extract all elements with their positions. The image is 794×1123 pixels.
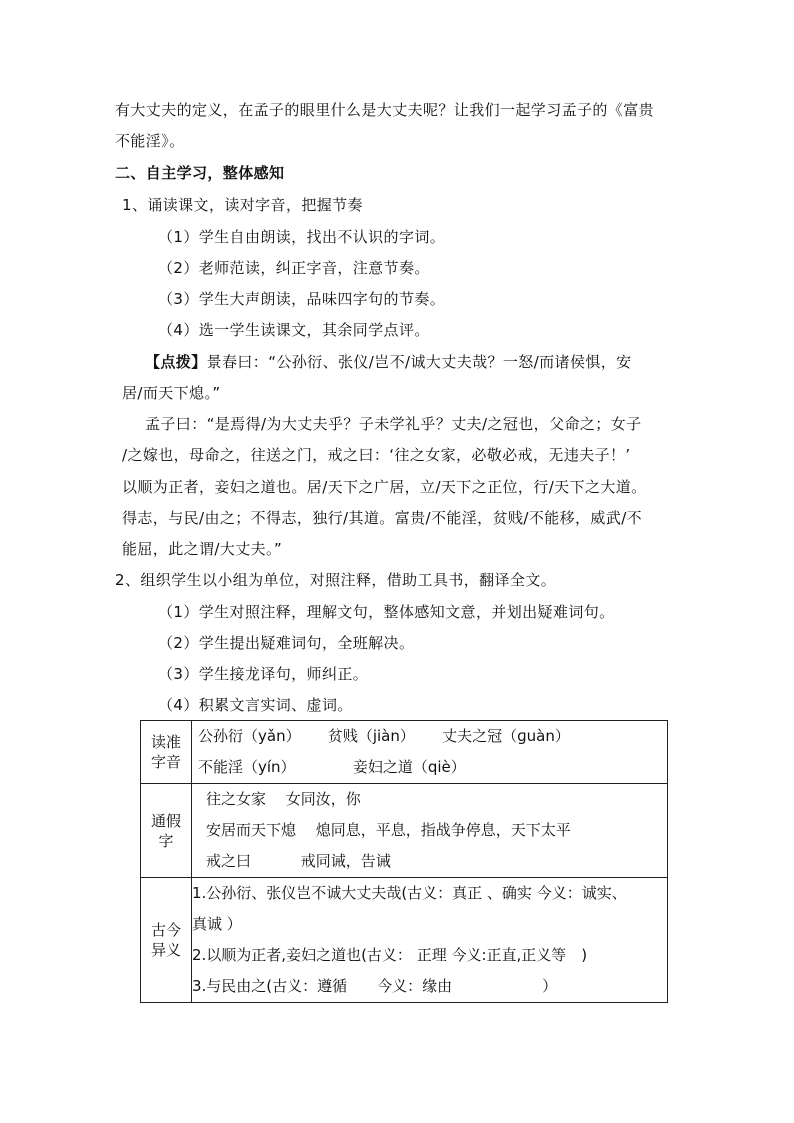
row-content-meaning-shift: [192, 878, 668, 1003]
content-line: 真诚 ）: [192, 915, 242, 933]
intro-line-1: 有大丈夫的定义，在孟子的眼里什么是大丈夫呢？让我们一起学习孟子的《富贵: [115, 101, 655, 119]
header-line: 异义: [150, 941, 181, 959]
mencius-line-3: 以顺为正者，妾妇之道也。居/天下之广居，立/天下之正位，行/天下之大道。: [122, 478, 647, 496]
row-content-pronunciation: [192, 721, 668, 784]
header-line: 古今: [150, 921, 181, 939]
row-header-meaning-shift: [141, 878, 192, 1003]
header-line: 通假: [150, 811, 181, 830]
table-row-pronunciation: [141, 721, 668, 784]
tip-text: 景春曰：“公孙衍、张仪/岂不/诚大丈夫哉？一怒/而诸侯惧，安: [206, 353, 632, 371]
content-line: 不能淫（yín） 妾妇之道（qiè）: [198, 758, 466, 776]
row-content-loan-characters: [192, 784, 668, 878]
content-line: 安居而天下熄 熄同息，平息，指战争停息，天下太平: [206, 821, 571, 839]
step2-item-3: （3）学生接龙译句，师纠正。: [158, 665, 369, 683]
table-row-meaning-shift: [141, 878, 668, 1003]
step1-item-1: （1）学生自由朗读，找出不认识的字词。: [158, 228, 446, 246]
section-heading: 二、自主学习，整体感知: [115, 164, 285, 182]
step2-item-4: （4）积累文言实词、虚词。: [158, 696, 353, 714]
mencius-line-5: 能屈，此之谓/大丈夫。”: [122, 540, 283, 558]
mencius-line-4: 得志，与民/由之；不得志，独行/其道。富贵/不能淫，贫贱/不能移，威武/不: [122, 509, 643, 527]
header-line: 读准: [150, 733, 181, 751]
step1-item-4: （4）选一学生读课文，其余同学点评。: [158, 321, 430, 339]
row-header-pronunciation: [141, 721, 192, 784]
intro-line-2: 不能淫》。: [115, 132, 185, 150]
step2-item-2: （2）学生提出疑难词句，全班解决。: [158, 634, 415, 652]
tip-line-1: [145, 352, 632, 372]
step2-title: 2、组织学生以小组为单位，对照注释，借助工具书，翻译全文。: [115, 571, 557, 589]
step1-item-2: （2）老师范读，纠正字音，注意节奏。: [158, 259, 430, 277]
content-line: 往之女家 女同汝，你: [206, 790, 361, 808]
row-header-loan-characters: [141, 784, 192, 878]
step1-title: 1、诵读课文，读对字音，把握节奏: [122, 196, 363, 214]
content-line: 1.公孙衍、张仪岂不诚大丈夫哉(古义：真正 、确实 今义：诚实、: [192, 884, 627, 902]
header-line: 字音: [150, 753, 181, 771]
mencius-line-1: 孟子曰：“是焉得/为大丈夫乎？子未学礼乎？丈夫/之冠也，父命之；女子: [145, 415, 642, 433]
content-line: 3.与民由之(古义：遵循 今义：缘由 ）: [192, 977, 558, 995]
content-line: 2.以顺为正者,妾妇之道也(古义： 正理 今义:正直,正义等 ): [192, 946, 588, 964]
mencius-line-2: /之嫁也，母命之，往送之门，戒之曰：‘往之女家，必敬必戒，无违夫子！’: [122, 446, 631, 464]
step1-item-3: （3）学生大声朗读，品味四字句的节奏。: [158, 290, 446, 308]
step2-item-1: （1）学生对照注释，理解文句，整体感知文意，并划出疑难词句。: [158, 603, 615, 621]
vocabulary-table: [140, 720, 668, 1003]
tip-line-2: 居/而天下熄。”: [122, 384, 221, 402]
content-line: 戒之曰 戒同诫，告诫: [206, 852, 391, 870]
table-row-loan-characters: [141, 784, 668, 878]
header-line: 字: [158, 831, 174, 850]
content-line: 公孙衍（yǎn） 贫贱（jiàn） 丈夫之冠（ɡuàn）: [198, 727, 570, 745]
tip-label: 【点拨】: [145, 353, 207, 371]
